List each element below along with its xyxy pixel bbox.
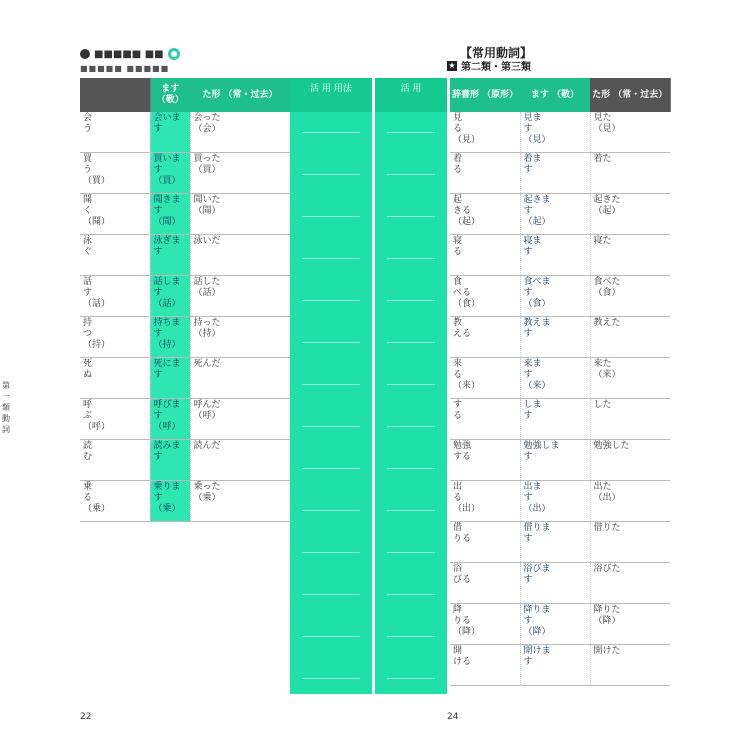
verb-cell: 死にま す [150,358,190,399]
usage-line [387,510,435,511]
verb-cell: 開 ける [450,645,520,686]
verb-cell: 死 ぬ [80,358,150,399]
verb-cell: 乗 る （乗） [80,481,150,522]
usage-column-header: 活 用 用法 [290,78,372,112]
usage-line [302,258,360,259]
column-header: ます （敬） [150,78,190,112]
verb-cell: 起きま す （起） [520,194,590,235]
verb-cell: 泳ぎま す [150,235,190,276]
usage-column-header: 活 用 [375,78,447,112]
verb-cell: 買いま す （買） [150,153,190,194]
verb-cell: す る [450,399,520,440]
verb-cell: 持った （持） [190,317,290,358]
table-row [80,235,290,276]
verb-cell: した [590,399,670,440]
usage-line [302,426,360,427]
book-header [80,48,180,60]
verb-cell: 降 りる （降） [450,604,520,645]
usage-line [302,342,360,343]
table-row [80,112,290,153]
table-row [80,276,290,317]
book-title: ■■■■■ ■■ [94,48,164,60]
verb-cell: 勉強しま す [520,440,590,481]
verb-cell: 持 つ （持） [80,317,150,358]
usage-line [302,678,360,679]
usage-line [302,636,360,637]
usage-line [387,216,435,217]
usage-line [387,636,435,637]
table-row [80,481,290,522]
section-subtitle [447,58,531,73]
book-icon [80,49,90,59]
section-subtitle-text: 第二類・第三類 [461,62,531,73]
verb-cell: 借りた [590,522,670,563]
usage-line [302,384,360,385]
usage-line [387,678,435,679]
verb-cell: 食べま す （食） [520,276,590,317]
table-row [450,317,670,358]
verb-cell: 教えま す [520,317,590,358]
verb-cell: 来た （来） [590,358,670,399]
table-row [80,153,290,194]
verb-cell: 食べた （食） [590,276,670,317]
usage-line [387,426,435,427]
verb-cell: 降りま す （降） [520,604,590,645]
usage-line [302,594,360,595]
table-row [450,522,670,563]
column-header [80,78,150,112]
table-row [450,645,670,686]
verb-cell: 聞 く （聞） [80,194,150,235]
table-row [80,399,290,440]
usage-line [302,174,360,175]
verb-cell: 開けた [590,645,670,686]
section-title: 【常用動詞】 [460,46,533,60]
verb-cell: 寝た [590,235,670,276]
verb-cell: 来ま す （来） [520,358,590,399]
table-row [450,194,670,235]
usage-column [290,78,372,694]
verb-cell: 寝ま す [520,235,590,276]
verb-cell: 起きた （起） [590,194,670,235]
verb-table-right [450,78,671,686]
usage-line [302,510,360,511]
usage-line [387,384,435,385]
table-row [80,317,290,358]
verb-cell: 死んだ [190,358,290,399]
verb-cell: 借 りる [450,522,520,563]
verb-cell: 勉強 する [450,440,520,481]
category-note: 第一類動詞 [2,381,10,434]
verb-cell: 起 きる （起） [450,194,520,235]
verb-cell: 浴 びる [450,563,520,604]
verb-cell: 会いま す [150,112,190,153]
column-header: た形 （常・过去） [190,78,290,112]
verb-cell: しま す [520,399,590,440]
right-page [375,0,750,750]
usage-line [387,258,435,259]
verb-cell: 呼んだ （呼） [190,399,290,440]
verb-cell: 着ま す [520,153,590,194]
table-row [80,358,290,399]
table-row [450,112,670,153]
verb-cell: 勉強した [590,440,670,481]
usage-line [387,174,435,175]
verb-table-left [80,78,290,522]
verb-cell: 浴びた [590,563,670,604]
verb-cell: 話しま す （話） [150,276,190,317]
page-number: 22 [80,712,92,722]
usage-line [302,552,360,553]
verb-cell: 泳いだ [190,235,290,276]
book-subtitle: ■■■■■ ■■■■■ [80,64,170,73]
page-number: 24 [447,712,459,722]
table-row [450,153,670,194]
table-row [450,563,670,604]
table-row [450,235,670,276]
verb-cell: 出 る （出） [450,481,520,522]
verb-cell: 会った （会） [190,112,290,153]
verb-cell: 出た （出） [590,481,670,522]
usage-line [387,342,435,343]
verb-cell: 食 べる （食） [450,276,520,317]
verb-cell: 呼 ぶ （呼） [80,399,150,440]
usage-line [387,468,435,469]
verb-cell: 会 う [80,112,150,153]
star-icon: ★ [448,60,456,70]
verb-cell: 教 える [450,317,520,358]
verb-cell: 着 る [450,153,520,194]
usage-line [302,132,360,133]
verb-cell: 話 す （話） [80,276,150,317]
verb-cell: 見 る （見） [450,112,520,153]
verb-cell: 買 う （買） [80,153,150,194]
verb-cell: 乗った （乗） [190,481,290,522]
verb-cell: 教えた [590,317,670,358]
verb-cell: 開けま す [520,645,590,686]
table-row [450,358,670,399]
verb-cell: 読みま す [150,440,190,481]
verb-cell: 買った （買） [190,153,290,194]
table-row [450,399,670,440]
verb-cell: 呼びま す （呼） [150,399,190,440]
verb-cell: 見ま す （見） [520,112,590,153]
verb-cell: 来 る （来） [450,358,520,399]
usage-line [302,468,360,469]
column-header: 辞書形 （原形） [450,78,520,112]
verb-cell: 浴びま す [520,563,590,604]
usage-column [375,78,447,694]
usage-line [387,552,435,553]
verb-cell: 聞いた （聞） [190,194,290,235]
verb-cell: 泳 ぐ [80,235,150,276]
usage-line [387,594,435,595]
usage-line [302,300,360,301]
verb-cell: 着た [590,153,670,194]
verb-cell: 聞きま す （聞） [150,194,190,235]
verb-cell: 持ちま す （持） [150,317,190,358]
table-row [450,604,670,645]
usage-line [387,300,435,301]
verb-cell: 寝 る [450,235,520,276]
verb-cell: 出ま す （出） [520,481,590,522]
column-header: ます （敬） [520,78,590,112]
verb-cell: 乗りま す （乗） [150,481,190,522]
table-row [80,440,290,481]
verb-cell: 降りた （降） [590,604,670,645]
verb-cell: 話した （話） [190,276,290,317]
table-row [80,194,290,235]
usage-line [387,132,435,133]
column-header: た形 （常・过去） [590,78,670,112]
usage-line [302,216,360,217]
table-row [450,440,670,481]
verb-cell: 見た （見） [590,112,670,153]
verb-cell: 読 む [80,440,150,481]
table-row [450,276,670,317]
verb-cell: 読んだ [190,440,290,481]
verb-cell: 借りま す [520,522,590,563]
leaf-icon [168,48,180,60]
table-row [450,481,670,522]
